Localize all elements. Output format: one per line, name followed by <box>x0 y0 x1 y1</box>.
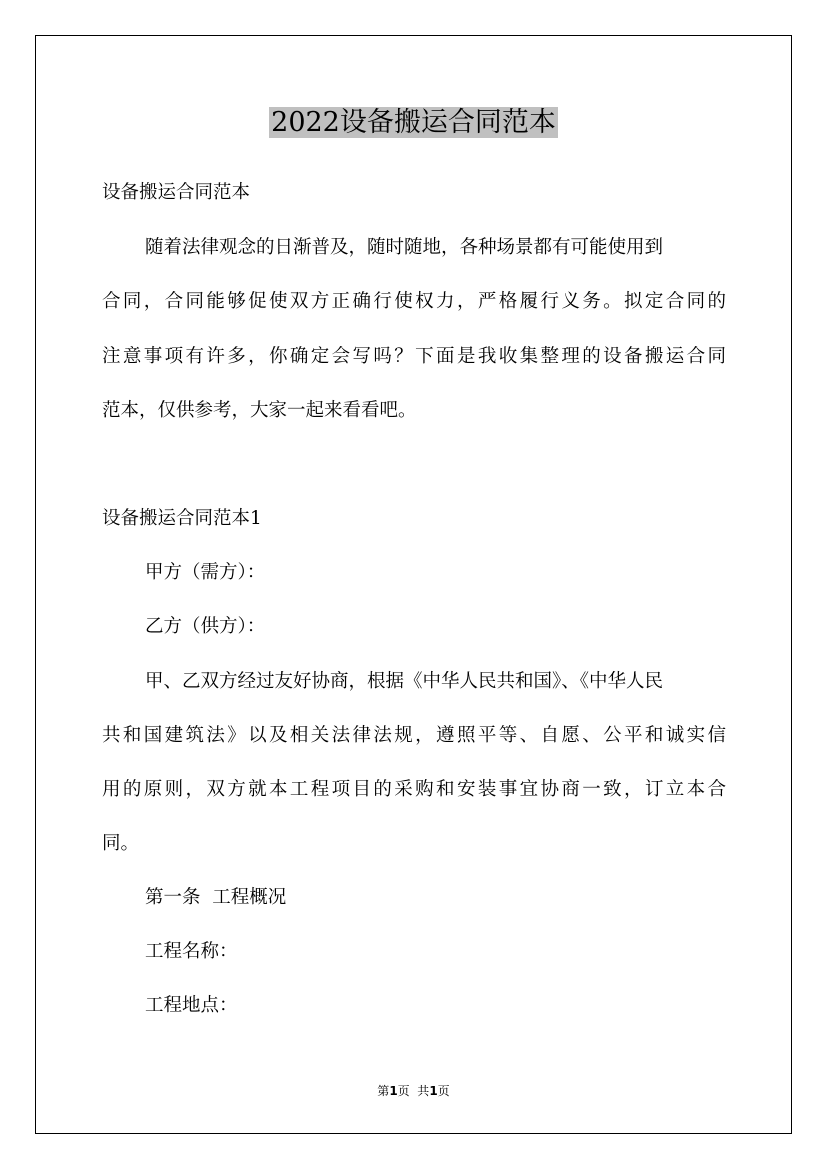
article-1-heading: 第一条 工程概况 <box>145 887 287 908</box>
document-subtitle: 设备搬运合同范本 <box>102 182 251 203</box>
section-heading: 设备搬运合同范本1 <box>102 508 262 529</box>
page-footer <box>0 1083 827 1099</box>
project-name-label: 工程名称： <box>145 941 238 962</box>
agreement-line-1: 甲、乙双方经过友好协商，根据《中华人民共和国》、《中华人民 <box>145 671 664 692</box>
footer-page-mid: 页 共 <box>397 1084 430 1098</box>
agreement-line-3: 用的原则，双方就本工程项目的采购和安装事宜协商一致，订立本合 <box>102 779 726 800</box>
intro-line-2: 合同，合同能够促使双方正确行使权力，严格履行义务。拟定合同的 <box>102 291 726 312</box>
footer-page-number: 1 <box>389 1084 398 1098</box>
party-a-label: 甲方（需方）： <box>145 562 266 583</box>
footer-page-suffix: 页 <box>437 1084 450 1098</box>
document-title <box>0 104 827 142</box>
intro-line-4: 范本，仅供参考，大家一起来看看吧。 <box>102 400 417 421</box>
footer-page-total: 1 <box>429 1084 438 1098</box>
intro-line-1: 随着法律观念的日渐普及，随时随地，各种场景都有可能使用到 <box>145 237 664 258</box>
footer-page-prefix: 第 <box>377 1084 390 1098</box>
intro-line-3: 注意事项有许多，你确定会写吗？下面是我收集整理的设备搬运合同 <box>102 346 726 367</box>
agreement-line-2: 共和国建筑法》以及相关法律法规，遵照平等、自愿、公平和诚实信 <box>102 725 726 746</box>
document-title-text: 2022设备搬运合同范本 <box>271 107 556 138</box>
project-location-label: 工程地点： <box>145 995 238 1016</box>
agreement-line-4: 同。 <box>102 833 140 854</box>
party-b-label: 乙方（供方）： <box>145 616 266 637</box>
